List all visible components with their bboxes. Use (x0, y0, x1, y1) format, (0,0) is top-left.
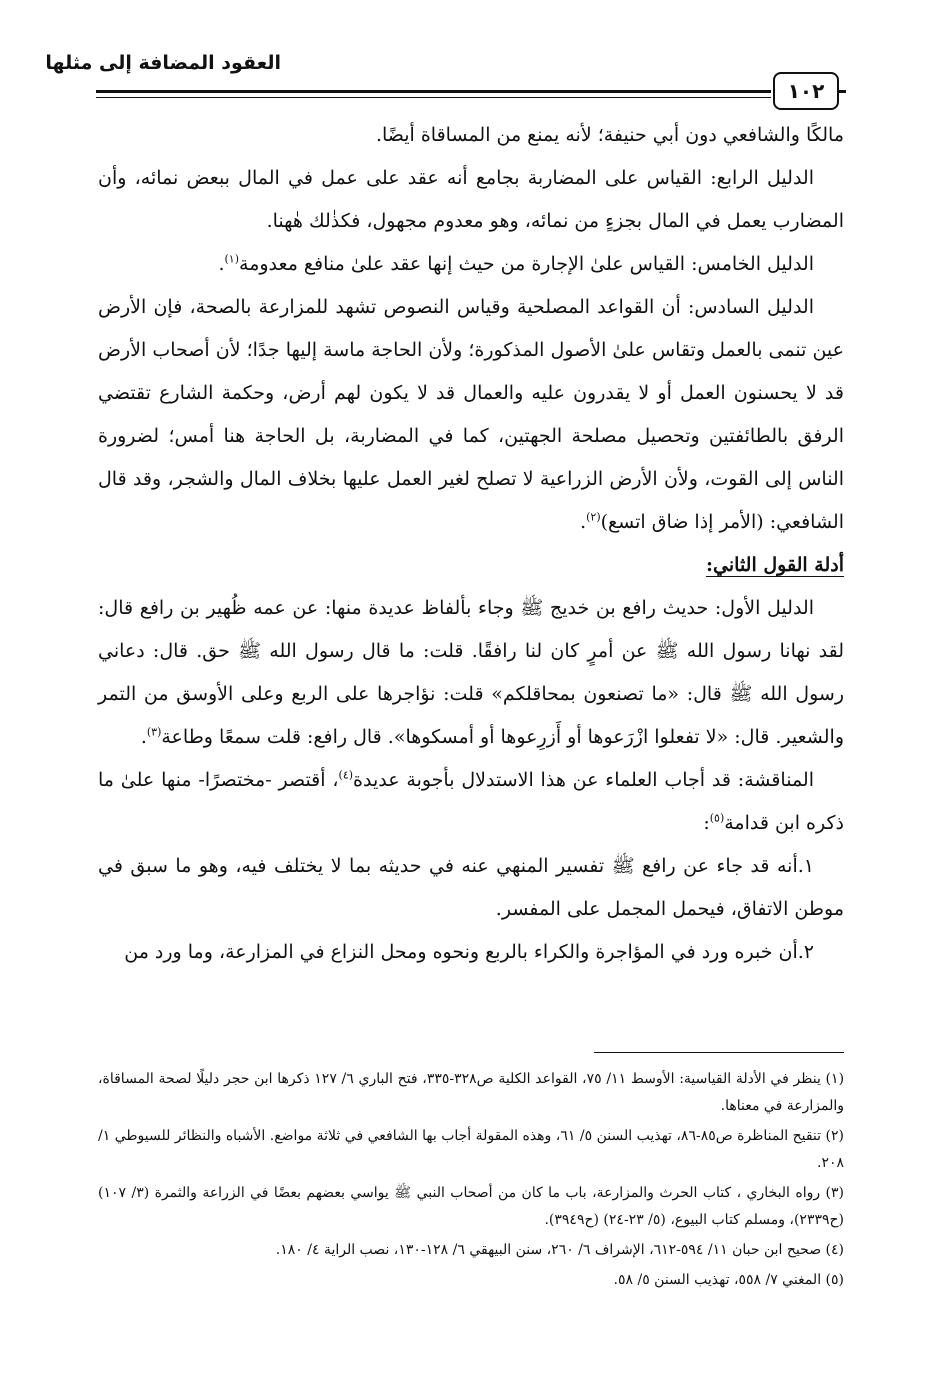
paragraph-end: . (140, 726, 147, 748)
footnote: (٥) المغني ٧/ ٥٥٨، تهذيب السنن ٥/ ٥٨. (613, 1272, 844, 1288)
paragraph (98, 243, 844, 286)
section-heading-text: أدلة القول الثاني: (706, 554, 844, 576)
paragraph-text: ، أقتصر -مختصرًا- منها علىٰ ما ذكره ابن قدامة (98, 769, 844, 834)
paragraph-text: الدليل الخامس: القياس علىٰ الإجارة من حيث إنها عقد علىٰ منافع معدومة (239, 253, 814, 275)
paragraph (98, 587, 844, 759)
paragraph: الدليل الرابع: القياس على المضاربة بجامع أنه عقد على عمل في المال ببعض نمائه، وأن المضارب يعمل في المال بجزءٍ من نمائه، وهو معدوم مجهول، فكذٰلك هٰهنا. (98, 167, 844, 232)
list-item: ١.أنه قد جاء عن رافع ﷺ تفسير المنهي عنه في حديثه بما لا يختلف فيه، وهو ما سبق في موطن الاتفاق، فيحمل المجمل على المفسر. (98, 855, 844, 920)
footnote-ref: (١) (224, 252, 240, 266)
paragraph-text: الدليل الأول: حديث رافع بن خديج ﷺ وجاء بألفاظ عديدة منها: عن عمه ظُهير بن رافع قال: لقد نهانا رسول الله ﷺ عن أمرٍ كان لنا رافقًا. قلت: ما قال رسول الله ﷺ حق. قال: دعاني رسول الله ﷺ قال: «ما تصنعون بمحاقلكم» قلت: نؤاجرها على الربع وعلى الأوسق من التمر والشعير. قال: «لا تفعلوا ازْرَعوها أو أَزرِعوها أو أمسكوها». قال رافع: قلت سمعًا وطاعة (98, 597, 844, 748)
main-text (98, 114, 844, 974)
paragraph-text: الدليل السادس: أن القواعد المصلحية وقياس النصوص تشهد للمزارعة بالصحة، فإن الأرض عين تنمى بالعمل وتقاس علىٰ الأصول المذكورة؛ ولأن الحاجة ماسة إليها جدًا؛ لأن أصحاب الأرض قد لا يحسنون العمل أو لا يقدرون عليه والعمال قد لا يكون لهم أرض، وحكمة الشارع تقتضي الرفق بالطائفتين وتحصيل مصلحة الجهتين، كما في المضاربة، بل الحاجة هنا أمس؛ لضرورة الناس إلى القوت، ولأن الأرض الزراعية لا تصلح لغير العمل عليها بخلاف المال والشجر، وقد قال الشافعي: (الأمر إذا ضاق اتسع) (98, 296, 844, 533)
footnote: (٢) تنقيح المناظرة ص٨٥-٨٦، تهذيب السنن ٥/ ٦١، وهذه المقولة أجاب بها الشافعي في ثلاثة مواضع. الأشباه والنظائر للسيوطي ١/ ٢٠٨. (98, 1128, 844, 1171)
section-heading (98, 544, 844, 587)
paragraph-text: المناقشة: قد أجاب العلماء عن هذا الاستدلال بأجوبة عديدة (353, 769, 814, 791)
footnote-ref: (٥) (709, 811, 725, 825)
footnote-ref: (٤) (338, 768, 354, 782)
footnote-separator (594, 1052, 844, 1053)
footnotes (98, 1066, 844, 1297)
paragraph-end: . (218, 253, 225, 275)
footnote: (٤) صحيح ابن حبان ١١/ ٥٩٤-٦١٢، الإشراف ٦/ ٢٦٠، سنن البيهقي ٦/ ١٢٨-١٣٠، نصب الراية ٤/ ١٨٠. (275, 1242, 844, 1258)
running-title: العقود المضافة إلى مثلها (45, 52, 281, 74)
list-item: ٢.أن خبره ورد في المؤاجرة والكراء بالربع ونحوه ومحل النزاع في المزارعة، وما ورد من (124, 941, 814, 963)
page-number: ١٠٢ (773, 72, 839, 110)
footnote: (١) ينظر في الأدلة القياسية: الأوسط ١١/ ٧٥، القواعد الكلية ص٣٢٨-٣٣٥، فتح الباري ٦/ ١٢٧ ذكرها ابن حجر دليلًا لصحة المساقاة، والمزارعة في معناها. (98, 1071, 845, 1114)
header-rule (96, 90, 771, 98)
footnote: (٣) رواه البخاري ، كتاب الحرث والمزارعة، باب ما كان من أصحاب النبي ﷺ يواسي بعضهم بعضًا في الزراعة والثمرة (٣/ ١٠٧) (ح٢٣٣٩)، ومسلم كتاب البيوع، (٥/ ٢٣-٢٤) (ح٣٩٤٩). (98, 1185, 845, 1228)
footnote-ref: (٣) (146, 725, 162, 739)
paragraph (98, 759, 844, 845)
paragraph-end: : (703, 812, 710, 834)
paragraph (98, 286, 844, 544)
paragraph: مالكًا والشافعي دون أبي حنيفة؛ لأنه يمنع من المساقاة أيضًا. (375, 124, 844, 146)
footnote-ref: (٢) (586, 510, 601, 524)
paragraph-end: . (580, 511, 587, 533)
